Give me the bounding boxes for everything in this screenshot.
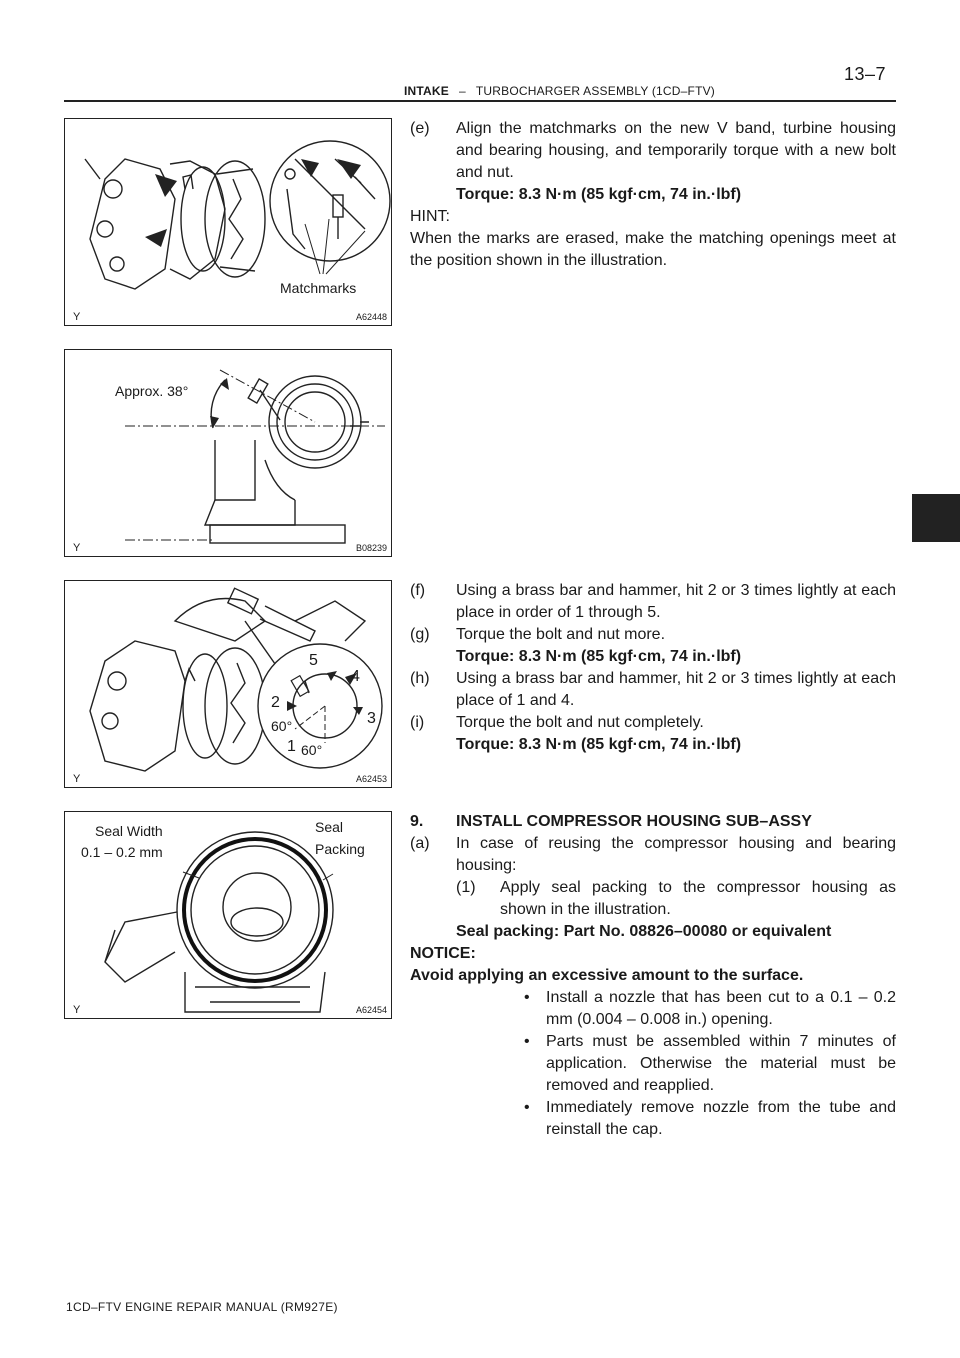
step-label: (e)	[410, 120, 430, 137]
figure-label-seal-width: Seal Width	[95, 823, 163, 839]
step-h	[410, 668, 896, 712]
figure-code: A62454	[355, 1005, 387, 1015]
figure-label-matchmarks: Matchmarks	[280, 280, 357, 296]
header-subtitle: TURBOCHARGER ASSEMBLY (1CD–FTV)	[475, 84, 715, 98]
figure-label-1: 1	[287, 738, 296, 755]
section-tab-marker	[912, 494, 960, 542]
figure-seal-packing	[64, 811, 392, 1019]
step-a1	[410, 877, 896, 921]
section-number: 9.	[410, 813, 424, 830]
step-label: (g)	[410, 626, 430, 643]
figure-label-approx-angle: Approx. 38°	[115, 383, 189, 399]
hammer-order-illustration	[65, 581, 391, 787]
figure-y-mark: Y	[73, 773, 81, 785]
notice-text: Avoid applying an excessive amount to the surface.	[410, 967, 804, 984]
step-i	[410, 712, 896, 734]
figure-y-mark: Y	[73, 311, 81, 323]
seal-packing-spec: Seal packing: Part No. 08826–00080 or equivalent	[456, 923, 832, 940]
step-text: In case of reusing the compressor housing and bearing housing:	[456, 835, 896, 874]
step-text: Using a brass bar and hammer, hit 2 or 3 times lightly at each place in order of 1 through 5.	[456, 582, 896, 621]
step-f	[410, 580, 896, 624]
torque-spec: Torque: 8.3 N·m (85 kgf·cm, 74 in.·lbf)	[456, 736, 742, 753]
section-title: INSTALL COMPRESSOR HOUSING SUB–ASSY	[456, 813, 812, 830]
figure-label-packing: Packing	[315, 841, 365, 857]
step-g	[410, 624, 896, 646]
figure-code: B08239	[355, 543, 387, 553]
figure-code: A62453	[355, 774, 387, 784]
header-section	[404, 84, 715, 98]
bullet-text: Install a nozzle that has been cut to a 0.1 – 0.2 mm (0.004 – 0.008 in.) opening.	[546, 989, 896, 1028]
section-9-heading	[410, 811, 896, 833]
step-label: (a)	[410, 835, 430, 852]
bullet-text: Parts must be assembled within 7 minutes of application. Otherwise the material must be removed and reapplied.	[546, 1033, 896, 1094]
torque-spec: Torque: 8.3 N·m (85 kgf·cm, 74 in.·lbf)	[456, 648, 742, 665]
hint-text: When the marks are erased, make the matching openings meet at the position shown in the illustration.	[410, 230, 896, 269]
header-section-title: INTAKE	[404, 84, 449, 98]
figure-label-2: 2	[271, 694, 280, 711]
figure-label-4: 4	[351, 668, 360, 685]
step-text: Using a brass bar and hammer, hit 2 or 3 times lightly at each place of 1 and 4.	[456, 670, 896, 709]
bullet-icon: •	[524, 989, 530, 1006]
notice-label: NOTICE:	[410, 945, 476, 962]
bullet-item	[410, 1097, 896, 1141]
step-label: (1)	[456, 879, 476, 896]
figure-y-mark: Y	[73, 542, 81, 554]
figure-label-3: 3	[367, 710, 376, 727]
torque-spec: Torque: 8.3 N·m (85 kgf·cm, 74 in.·lbf)	[456, 186, 742, 203]
text-block-matchmarks	[410, 118, 896, 272]
header-dash: –	[458, 84, 466, 98]
figure-label-60-left: 60°	[271, 718, 293, 734]
header-rule	[64, 100, 896, 102]
figure-label-5: 5	[309, 652, 318, 669]
step-label: (f)	[410, 582, 426, 599]
figure-hammer-order	[64, 580, 392, 788]
figure-label-seal-width-value: 0.1 – 0.2 mm	[81, 844, 163, 860]
figure-matchmarks	[64, 118, 392, 326]
text-block-hammer	[410, 580, 896, 756]
footer-manual-title: 1CD–FTV ENGINE REPAIR MANUAL (RM927E)	[66, 1300, 338, 1314]
figure-label-60-bottom: 60°	[301, 742, 323, 758]
bullet-text: Immediately remove nozzle from the tube and reinstall the cap.	[546, 1099, 896, 1138]
figure-y-mark: Y	[73, 1004, 81, 1016]
step-text: Apply seal packing to the compressor housing as shown in the illustration.	[500, 879, 896, 918]
step-e	[410, 118, 896, 184]
step-text: Torque the bolt and nut completely.	[456, 714, 704, 731]
step-text: Align the matchmarks on the new V band, turbine housing and bearing housing, and temporarily torque with a new bolt and nut.	[456, 120, 896, 181]
step-text: Torque the bolt and nut more.	[456, 626, 666, 643]
bullet-icon: •	[524, 1033, 530, 1050]
figure-approx-angle	[64, 349, 392, 557]
bullet-item	[410, 1031, 896, 1097]
hint-label: HINT:	[410, 208, 450, 225]
step-a	[410, 833, 896, 877]
step-label: (h)	[410, 670, 430, 687]
figure-label-seal: Seal	[315, 819, 344, 835]
bullet-icon: •	[524, 1099, 530, 1116]
bullet-item	[410, 987, 896, 1031]
step-label: (i)	[410, 714, 425, 731]
page-number: 13–7	[844, 64, 887, 84]
text-block-compressor	[410, 811, 896, 1141]
vband-angle-illustration	[65, 350, 391, 556]
figure-code: A62448	[355, 312, 387, 322]
